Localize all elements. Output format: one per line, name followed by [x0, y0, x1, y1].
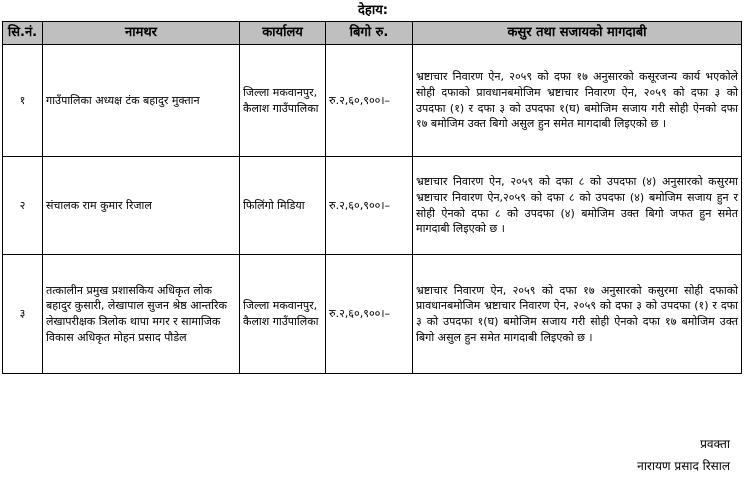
cell-office: फिलिंगो मिडिया [240, 157, 326, 255]
table-row [3, 255, 742, 374]
cell-name: संचालक राम कुमार रिजाल [43, 157, 240, 255]
table-header-row [3, 22, 742, 45]
column-header-office: कार्यालय [240, 22, 326, 45]
cell-name: गाउँपालिका अध्यक्ष टंक बहादुर मुक्तान [43, 45, 240, 157]
signature-role: प्रवक्ता [700, 437, 730, 451]
cell-charge: भ्रष्टाचार निवारण ऐन, २०५९ को दफा ८ को उपदफा (४) अनुसारको कसुरमा भ्रष्टाचार निवारण ऐन,२०५९ को दफा ८ को उपदफा (४) बमोजिम सजाय हुन र सोही ऐनको दफा ८ को उपदफा (४) बमोजिम उक्त बिगो जफत हुन समेत मागदाबी लिइएको छ । [413, 157, 742, 255]
cell-amount: रु.२,६०,९००।– [326, 255, 413, 374]
column-header-charge: कसुर तथा सजायको मागदाबी [413, 22, 742, 45]
cell-name: तत्कालीन प्रमुख प्रशासकिय अधिकृत लोक बहादुर कुसारी, लेखापाल सुजन श्रेष्ठ आन्तरिक लेखापरीक्षक त्रिलोक थापा मगर र सामाजिक विकास अधिकृत मोहन प्रसाद पौडेल [43, 255, 240, 374]
cell-serial: १ [3, 45, 43, 157]
cell-amount: रु.२,६०,९००।– [326, 45, 413, 157]
table-row [3, 45, 742, 157]
column-header-serial: सि.नं. [3, 22, 43, 45]
cell-serial: २ [3, 157, 43, 255]
cell-charge: भ्रष्टाचार निवारण ऐन, २०५९ को दफा १७ अनुसारको कसूरजन्य कार्य भएकोले सोही दफाको प्रावधानबमोजिम भ्रष्टाचार निवारण ऐन, २०५९ को दफा ३ को उपदफा (१) र दफा ३ को उपदफा १(घ) बमोजिम सजाय गरी सोही ऐनको दफा १७ बमोजिम उक्त बिगो असुल हुन समेत मागदाबी लिइएको छ । [413, 45, 742, 157]
column-header-amount: बिगो रु. [326, 22, 413, 45]
cell-serial: ३ [3, 255, 43, 374]
cell-charge: भ्रष्टाचार निवारण ऐन, २०५९ को दफा १७ अनुसारको कसुरमा सोही दफाको प्रावधानबमोजिम भ्रष्टाचार निवारण ऐन, २०५९ को दफा ३ को उपदफा (१) र दफा ३ को उपदफा १(घ) बमोजिम सजाय गरी सोही ऐनको दफा १७ बमोजिम उक्त बिगो असुल हुन समेत मागदाबी लिइएको छ । [413, 255, 742, 374]
cell-office: जिल्ला मकवानपुर, कैलाश गाउँपालिका [240, 255, 326, 374]
cell-amount: रु.२,६०,९००।– [326, 157, 413, 255]
charge-table [2, 21, 742, 374]
column-header-name: नामथर [43, 22, 240, 45]
signature-name: नारायण प्रसाद रिसाल [637, 459, 730, 473]
cell-office: जिल्ला मकवानपुर, कैलाश गाउँपालिका [240, 45, 326, 157]
document-heading: देहाय: [358, 3, 388, 18]
table-row [3, 157, 742, 255]
